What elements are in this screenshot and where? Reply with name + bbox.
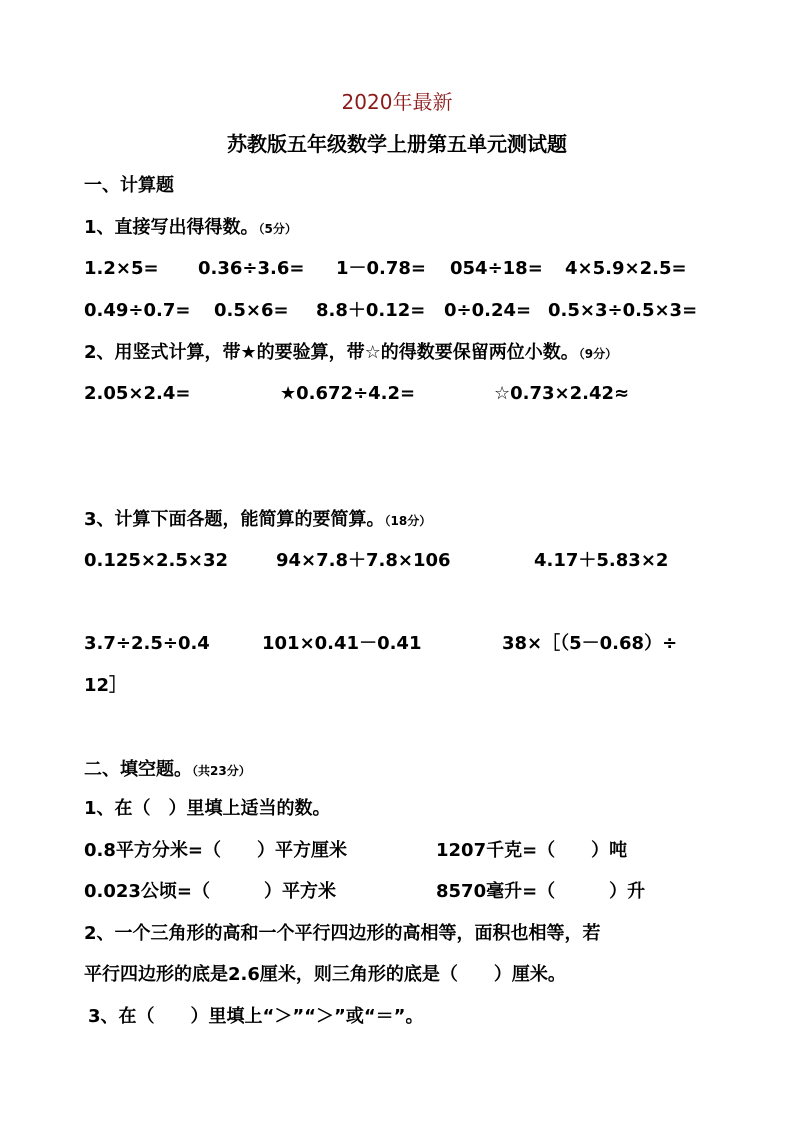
fill-1-1: 0.8平方分米=（ ）平方厘米 bbox=[84, 840, 347, 861]
expr-1-5: 4×5.9×2.5= bbox=[565, 258, 687, 279]
section-heading-fill-score: （共23分） bbox=[192, 764, 251, 778]
simplify-1-3: 4.17＋5.83×2 bbox=[534, 550, 669, 571]
fill-2-1: 0.023公顷=（ ）平方米 bbox=[84, 881, 337, 902]
expr-1-4: 054÷18= bbox=[450, 258, 543, 279]
simplify-1-2: 94×7.8＋7.8×106 bbox=[276, 550, 451, 571]
fill-question-3-text: 3、在（ ）里填上“＞”“＞”或“＝”。 bbox=[88, 1006, 424, 1027]
question-2-label: 2、用竖式计算，带★的要验算，带☆的得数要保留两位小数。 bbox=[84, 342, 579, 363]
expr-2-2: 0.5×6= bbox=[214, 300, 289, 321]
question-3-label: 3、计算下面各题，能简算的要简算。 bbox=[84, 509, 385, 530]
fill-1-2: 1207千克=（ ）吨 bbox=[436, 840, 628, 861]
simplify-1-1: 0.125×2.5×32 bbox=[84, 550, 229, 571]
vertical-calc-3: ☆0.73×2.42≈ bbox=[494, 383, 630, 404]
expr-1-1: 1.2×5= bbox=[84, 258, 159, 279]
section-heading-fill bbox=[84, 758, 251, 783]
question-3-score: （18分） bbox=[384, 514, 432, 528]
simplify-2-3-cont: 12］ bbox=[84, 675, 128, 696]
expr-2-3: 8.8＋0.12= bbox=[316, 300, 426, 321]
fill-question-2-line2: 平行四边形的底是2.6厘米，则三角形的底是（ ）厘米。 bbox=[84, 964, 566, 985]
simplify-2-1: 3.7÷2.5÷0.4 bbox=[84, 633, 210, 654]
vertical-calc-1: 2.05×2.4= bbox=[84, 383, 191, 404]
simplify-2-3: 38×［（5－0.68）÷ bbox=[502, 633, 678, 654]
question-1-label: 1、直接写出得得数。 bbox=[84, 217, 259, 238]
page-title: 苏教版五年级数学上册第五单元测试题 bbox=[227, 132, 567, 156]
question-1-score: （5分） bbox=[258, 222, 297, 236]
question-1-text bbox=[84, 216, 297, 241]
expr-2-1: 0.49÷0.7= bbox=[84, 300, 191, 321]
vertical-calc-2: ★0.672÷4.2= bbox=[280, 383, 416, 404]
section-heading-calc: 一、计算题 bbox=[84, 175, 174, 196]
expr-1-2: 0.36÷3.6= bbox=[198, 258, 305, 279]
section-heading-fill-label: 二、填空题。 bbox=[84, 759, 192, 780]
expr-1-3: 1－0.78= bbox=[336, 258, 427, 279]
year-label: 2020年最新 bbox=[341, 90, 453, 114]
expr-2-5: 0.5×3÷0.5×3= bbox=[548, 300, 698, 321]
fill-question-1-text: 1、在（ ）里填上适当的数。 bbox=[84, 798, 331, 819]
expr-2-4: 0÷0.24= bbox=[444, 300, 532, 321]
question-2-text bbox=[84, 341, 617, 366]
simplify-2-2: 101×0.41－0.41 bbox=[262, 633, 422, 654]
question-2-score: （9分） bbox=[578, 347, 618, 361]
question-3-text bbox=[84, 508, 431, 533]
fill-question-2-line1: 2、一个三角形的高和一个平行四边形的高相等，面积也相等，若 bbox=[84, 923, 601, 944]
fill-2-2: 8570毫升=（ ）升 bbox=[436, 881, 646, 902]
